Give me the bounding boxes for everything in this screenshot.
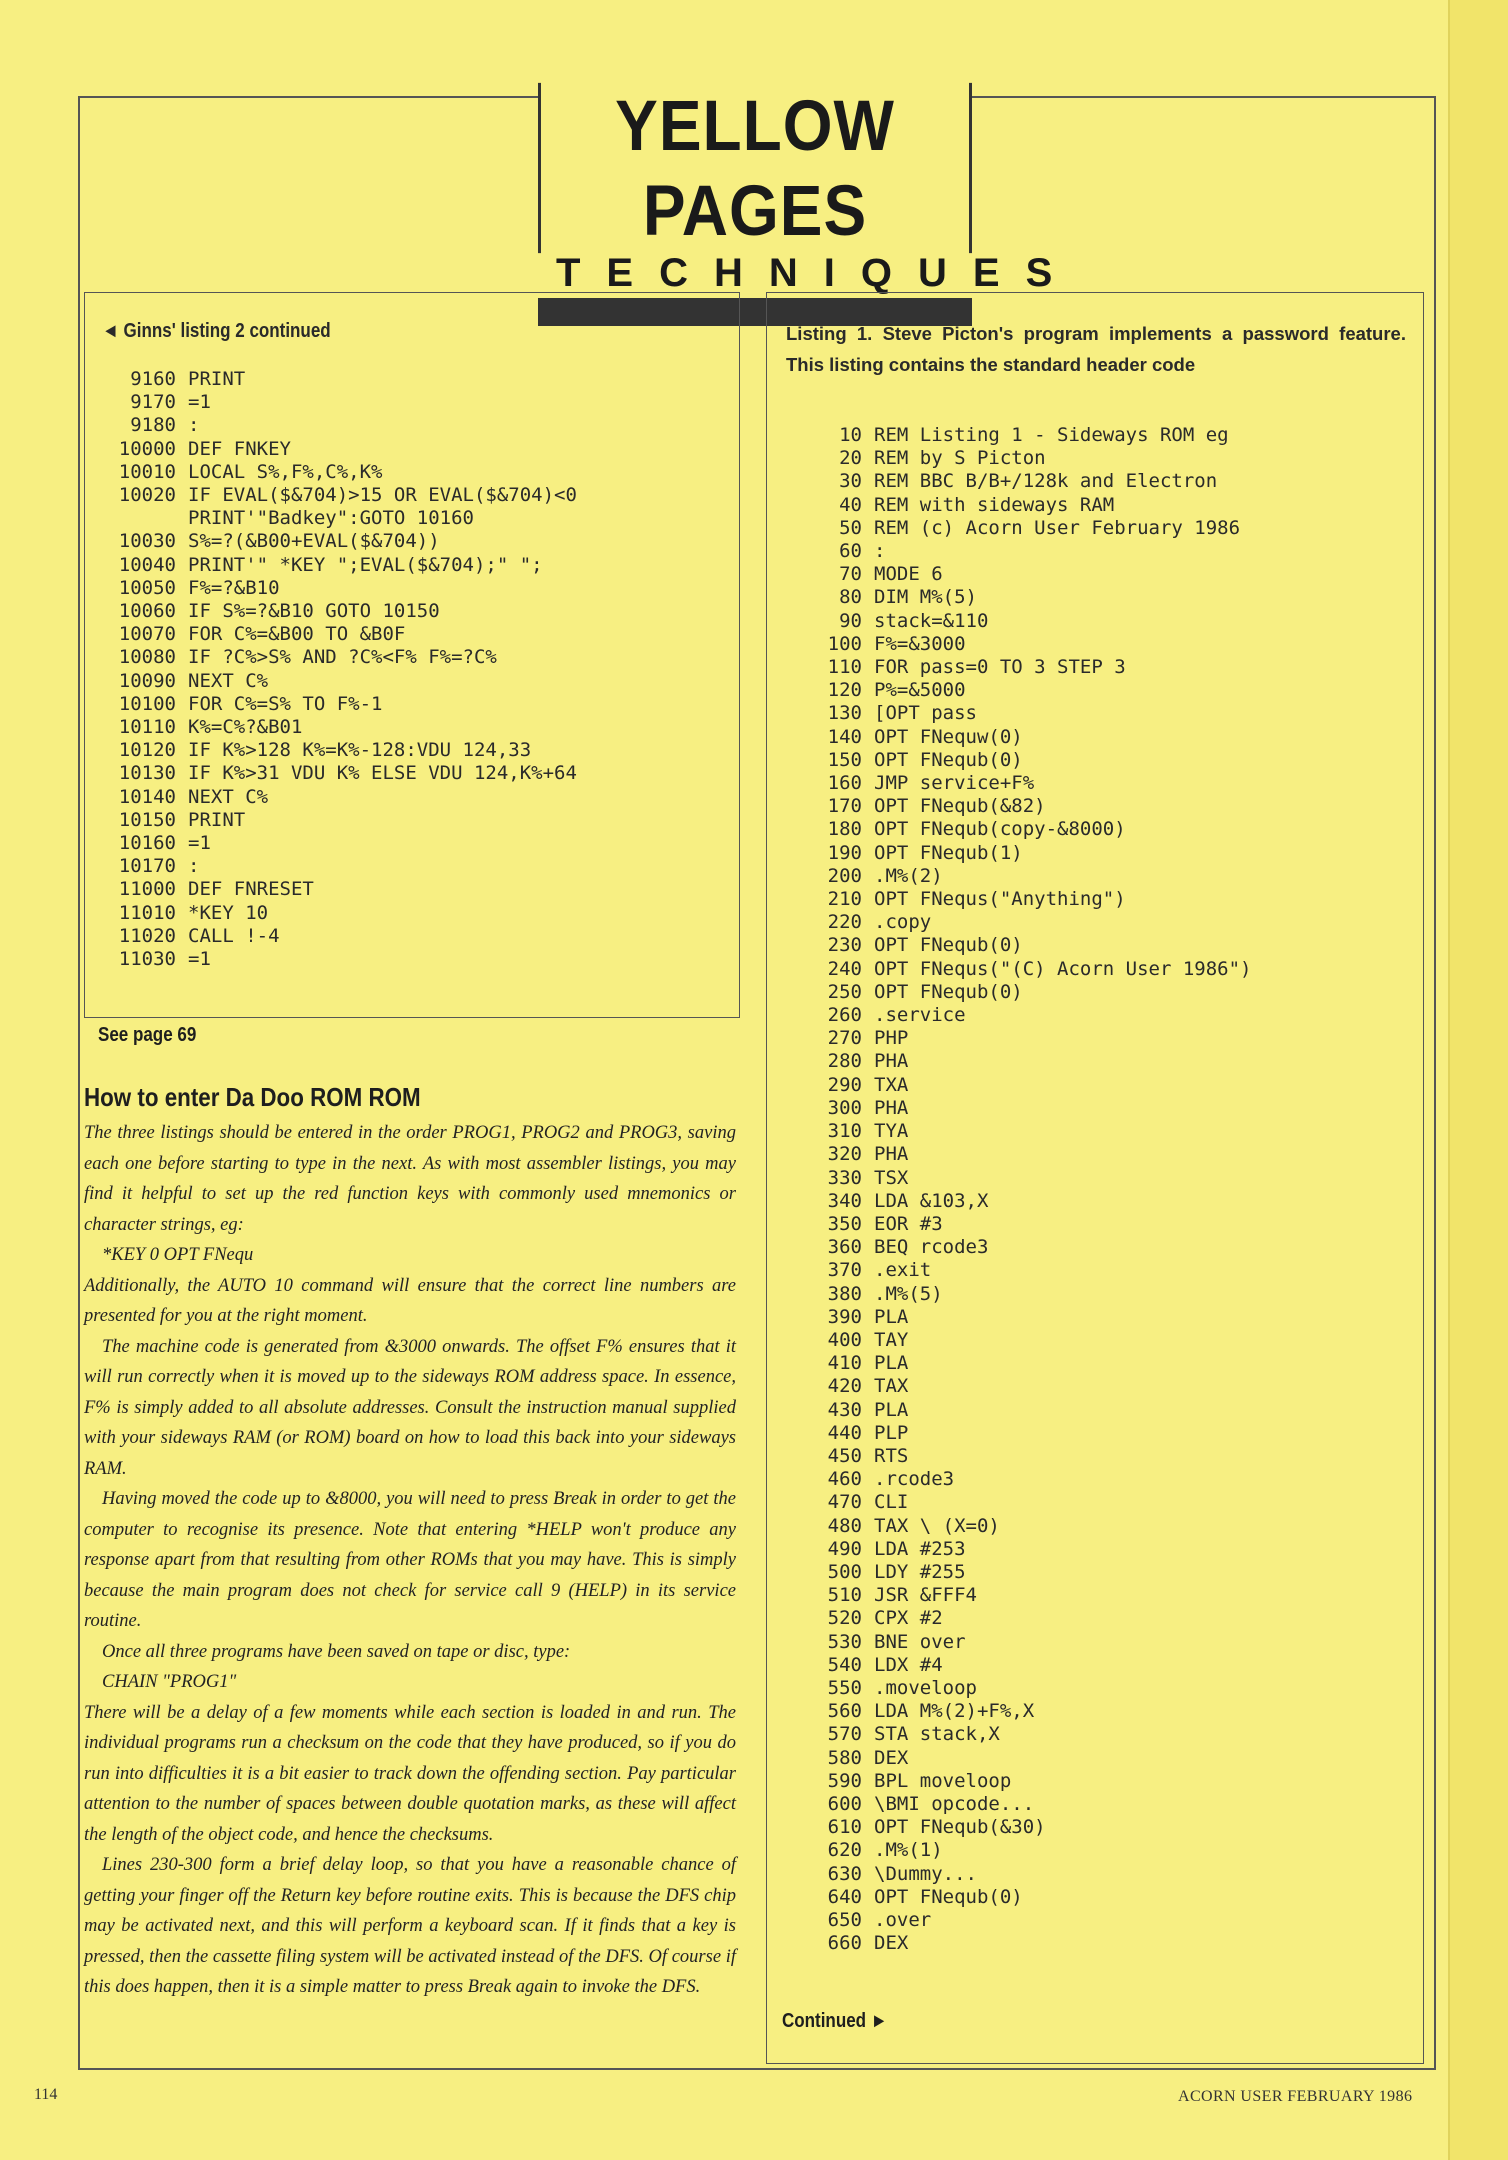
code-line <box>98 554 577 577</box>
line-number: 140 <box>827 725 862 748</box>
code-line <box>780 1004 1252 1027</box>
code-line <box>780 1097 1252 1120</box>
code-line <box>780 795 1252 818</box>
line-number: 500 <box>827 1560 862 1583</box>
code-line <box>780 1700 1252 1723</box>
line-code: PLA <box>874 1305 909 1328</box>
code-line <box>98 414 577 437</box>
line-number: 260 <box>827 1004 862 1027</box>
code-line <box>780 679 1252 702</box>
code-line <box>780 772 1252 795</box>
line-code: PRINT'" *KEY ";EVAL($&704);" "; <box>188 553 543 576</box>
line-code: .M%(5) <box>874 1282 943 1305</box>
line-number: 10110 <box>118 716 176 739</box>
code-line <box>780 1793 1252 1816</box>
line-number: 400 <box>827 1328 862 1351</box>
code-line <box>98 693 577 716</box>
code-line <box>98 368 577 391</box>
left-listing-code <box>98 368 577 971</box>
line-code: =1 <box>188 832 211 855</box>
line-code: RTS <box>874 1444 909 1467</box>
line-number: 570 <box>827 1723 862 1746</box>
right-listing-caption: Listing 1. Steve Picton's program implements a password feature. This listing contains the standard header code <box>786 323 1406 375</box>
line-code: .copy <box>874 911 932 934</box>
line-code: DEX <box>874 1746 909 1769</box>
code-line <box>780 1329 1252 1352</box>
line-number: 10030 <box>118 530 176 553</box>
code-line <box>780 865 1252 888</box>
line-number: 180 <box>827 818 862 841</box>
line-code: PRINT <box>188 808 246 831</box>
line-code: DIM M%(5) <box>874 586 977 609</box>
line-code: OPT FNequb(0) <box>874 980 1023 1003</box>
line-number: 530 <box>827 1630 862 1653</box>
code-line <box>780 1839 1252 1862</box>
article-paragraph: Lines 230-300 form a brief delay loop, so that you have a reasonable chance of getting your finger off the Return key before routine exits. This is because the DFS chip may be activated next, and this will perform a keyboard scan. If it finds that a key is pressed, then the cassette filing system will be activated instead of the DFS. Of course if this does happen, then it is a simple matter to press Break again to invoke the DFS. <box>84 1855 736 1997</box>
line-number: 9160 <box>130 368 176 390</box>
code-line <box>98 646 577 669</box>
code-line <box>780 1468 1252 1491</box>
line-code: REM Listing 1 - Sideways ROM eg <box>874 424 1229 446</box>
code-line <box>780 470 1252 493</box>
line-code: S%=?(&B00+EVAL($&704)) <box>188 530 440 553</box>
line-number: 110 <box>827 656 862 679</box>
line-number: 60 <box>839 540 862 563</box>
line-code: TYA <box>874 1120 909 1143</box>
article-paragraph: Additionally, the AUTO 10 command will ensure that the correct line numbers are presented for you at the right moment. <box>84 1275 736 1326</box>
line-number: 340 <box>827 1189 862 1212</box>
code-line <box>780 1306 1252 1329</box>
code-line <box>780 1027 1252 1050</box>
code-line <box>780 1770 1252 1793</box>
line-number: 330 <box>827 1166 862 1189</box>
line-code: IF K%>31 VDU K% ELSE VDU 124,K%+64 <box>188 762 577 785</box>
code-line <box>98 530 577 553</box>
line-number: 50 <box>839 516 862 539</box>
code-line <box>98 832 577 855</box>
line-code: CLI <box>874 1491 909 1514</box>
magazine-footer: ACORN USER FEBRUARY 1986 <box>1178 2088 1413 2105</box>
line-number: 450 <box>827 1444 862 1467</box>
line-code: PHA <box>874 1096 909 1119</box>
code-line <box>780 633 1252 656</box>
code-line <box>780 911 1252 934</box>
see-page-note: See page 69 <box>98 1024 197 1046</box>
line-number: 210 <box>827 888 862 911</box>
code-line <box>780 424 1252 447</box>
code-line <box>780 934 1252 957</box>
line-code: DEF FNRESET <box>188 878 314 901</box>
page-number: 114 <box>34 2086 58 2103</box>
line-code: JSR &FFF4 <box>874 1584 977 1607</box>
code-line <box>98 739 577 762</box>
line-code: : <box>188 414 200 437</box>
line-code: PHA <box>874 1050 909 1073</box>
code-line <box>780 1816 1252 1839</box>
code-line <box>98 391 577 414</box>
line-number: 520 <box>827 1607 862 1630</box>
code-line <box>98 461 577 484</box>
article-paragraph: CHAIN "PROG1" <box>102 1672 237 1692</box>
line-code: IF EVAL($&704)>15 OR EVAL($&704)<0 <box>188 484 577 507</box>
code-line <box>780 749 1252 772</box>
line-number: 350 <box>827 1212 862 1235</box>
code-line <box>780 1747 1252 1770</box>
code-line <box>780 1491 1252 1514</box>
line-code: .service <box>874 1004 966 1027</box>
line-code: : <box>874 540 886 563</box>
line-number: 10050 <box>118 576 176 599</box>
line-code: PHA <box>874 1143 909 1166</box>
code-line <box>780 1932 1252 1955</box>
article-paragraph: There will be a delay of a few moments while each section is loaded in and run. The individual programs run a checksum on the code that they have produced, so if you do run into difficulties it is a bit easier to track down the offending section. Pay particular attention to the number of spaces between double quotation marks, as these will affect the length of the object code, and hence the checksums. <box>84 1702 736 1845</box>
code-line <box>780 1723 1252 1746</box>
line-number: 120 <box>827 679 862 702</box>
line-code: .rcode3 <box>874 1468 955 1491</box>
code-line <box>780 1352 1252 1375</box>
line-number: 360 <box>827 1236 862 1259</box>
line-number: 240 <box>827 957 862 980</box>
code-line <box>780 1259 1252 1282</box>
line-number: 11000 <box>118 878 176 901</box>
code-line <box>780 1050 1252 1073</box>
line-number: 600 <box>827 1792 862 1815</box>
code-line <box>780 656 1252 679</box>
line-number: 170 <box>827 795 862 818</box>
line-code: PLA <box>874 1352 909 1375</box>
code-line <box>98 762 577 785</box>
line-code: =1 <box>188 391 211 414</box>
code-line <box>780 1213 1252 1236</box>
line-code: OPT FNequw(0) <box>874 725 1023 748</box>
line-number: 540 <box>827 1653 862 1676</box>
line-code: .exit <box>874 1259 932 1282</box>
line-code: LDA &103,X <box>874 1189 989 1212</box>
line-code: PRINT <box>188 368 246 390</box>
line-code: BPL moveloop <box>874 1769 1012 1792</box>
line-number: 580 <box>827 1746 862 1769</box>
line-number: 630 <box>827 1862 862 1885</box>
line-code: OPT FNequb(0) <box>874 1885 1023 1908</box>
line-code: TXA <box>874 1073 909 1096</box>
line-number: 10150 <box>118 808 176 831</box>
line-code: LDX #4 <box>874 1653 943 1676</box>
line-number: 10000 <box>118 437 176 460</box>
code-line <box>780 1445 1252 1468</box>
line-code: REM with sideways RAM <box>874 493 1115 516</box>
line-number: 280 <box>827 1050 862 1073</box>
line-code: REM BBC B/B+/128k and Electron <box>874 470 1218 493</box>
line-code: REM by S Picton <box>874 447 1046 470</box>
code-line <box>780 517 1252 540</box>
line-number: 250 <box>827 980 862 1003</box>
line-code: MODE 6 <box>874 563 943 586</box>
line-code: LDY #255 <box>874 1560 966 1583</box>
line-code: JMP service+F% <box>874 772 1035 795</box>
line-code: TAY <box>874 1328 909 1351</box>
line-code: TSX <box>874 1166 909 1189</box>
line-code: PRINT'"Badkey":GOTO 10160 <box>188 507 474 530</box>
line-code: PHP <box>874 1027 909 1050</box>
line-code: OPT FNequs("(C) Acorn User 1986") <box>874 957 1252 980</box>
line-code: =1 <box>188 948 211 971</box>
code-line <box>780 1654 1252 1677</box>
article-title: How to enter Da Doo ROM ROM <box>84 1082 421 1112</box>
line-number: 220 <box>827 911 862 934</box>
line-code: OPT FNequb(&30) <box>874 1816 1046 1839</box>
code-line <box>780 1561 1252 1584</box>
code-line <box>98 878 577 901</box>
line-number: 11030 <box>118 948 176 971</box>
right-listing-code <box>780 424 1252 1955</box>
line-number: 310 <box>827 1120 862 1143</box>
line-code: OPT FNequs("Anything") <box>874 888 1126 911</box>
code-line <box>98 484 577 507</box>
line-number: 10 <box>839 424 862 446</box>
line-number: 10060 <box>118 600 176 623</box>
line-number: 10010 <box>118 460 176 483</box>
line-code: PLP <box>874 1421 909 1444</box>
code-line <box>780 1422 1252 1445</box>
line-number: 11010 <box>118 901 176 924</box>
code-line <box>98 809 577 832</box>
line-number: 40 <box>839 493 862 516</box>
line-number: 650 <box>827 1909 862 1931</box>
code-line <box>780 842 1252 865</box>
line-code: FOR C%=&B00 TO &B0F <box>188 623 406 646</box>
line-number: 290 <box>827 1073 862 1096</box>
section-header <box>538 85 1079 326</box>
line-code: .M%(2) <box>874 864 943 887</box>
code-line <box>98 855 577 878</box>
code-line <box>98 670 577 693</box>
line-number: 10090 <box>118 669 176 692</box>
article-paragraph: The machine code is generated from &3000 onwards. The offset F% ensures that it will run correctly when it is moved up to the sideways ROM address space. In essence, F% is simply added to all absolute addresses. Consult the instruction manual supplied with your sideways RAM (or ROM) board on how to load this back into your sideways RAM. <box>84 1336 736 1479</box>
line-number: 550 <box>827 1676 862 1699</box>
line-code: CPX #2 <box>874 1607 943 1630</box>
code-line <box>780 1167 1252 1190</box>
line-number: 20 <box>839 447 862 470</box>
line-code: IF ?C%>S% AND ?C%<F% F%=?C% <box>188 646 497 669</box>
line-code: STA stack,X <box>874 1723 1000 1746</box>
line-code: TAX <box>874 1375 909 1398</box>
line-number: 230 <box>827 934 862 957</box>
line-number: 420 <box>827 1375 862 1398</box>
code-line <box>780 586 1252 609</box>
line-code: NEXT C% <box>188 669 269 692</box>
code-line <box>780 1143 1252 1166</box>
line-number: 10120 <box>118 739 176 762</box>
line-code: IF K%>128 K%=K%-128:VDU 124,33 <box>188 739 532 762</box>
line-code: *KEY 10 <box>188 901 269 924</box>
line-code: K%=C%?&B01 <box>188 716 303 739</box>
code-line <box>780 1375 1252 1398</box>
line-number: 90 <box>839 609 862 632</box>
article-paragraph: Once all three programs have been saved on tape or disc, type: <box>102 1641 571 1662</box>
continued-note: Continued ► <box>782 2010 888 2032</box>
page-edge <box>1448 0 1508 2160</box>
code-line <box>780 888 1252 911</box>
article-paragraph: *KEY 0 OPT FNequ <box>102 1245 254 1265</box>
line-number: 590 <box>827 1769 862 1792</box>
line-number: 430 <box>827 1398 862 1421</box>
code-line <box>780 1538 1252 1561</box>
line-code: OPT FNequb(copy-&8000) <box>874 818 1126 841</box>
line-number: 10140 <box>118 785 176 808</box>
line-code: [OPT pass <box>874 702 977 725</box>
line-number: 560 <box>827 1700 862 1723</box>
line-number: 10130 <box>118 762 176 785</box>
line-number: 200 <box>827 864 862 887</box>
line-number: 460 <box>827 1468 862 1491</box>
line-number: 410 <box>827 1352 862 1375</box>
article-body <box>84 1118 736 2003</box>
line-code: NEXT C% <box>188 785 269 808</box>
code-line <box>98 623 577 646</box>
line-number: 610 <box>827 1816 862 1839</box>
line-code: \Dummy... <box>874 1862 977 1885</box>
header-subtitle: TECHNIQUES <box>556 251 1079 295</box>
code-line <box>98 786 577 809</box>
code-line <box>98 507 577 530</box>
code-line <box>98 948 577 971</box>
article-paragraph: The three listings should be entered in the order PROG1, PROG2 and PROG3, saving each one before starting to type in the next. As with most assembler listings, you may find it helpful to set up the red function keys with commonly used mnemonics or character strings, eg: <box>84 1123 736 1235</box>
line-code: F%=?&B10 <box>188 576 280 599</box>
line-number: 9170 <box>130 391 176 414</box>
line-code: DEX <box>874 1932 909 1955</box>
line-code: : <box>188 855 200 878</box>
code-line <box>98 902 577 925</box>
code-line <box>780 1515 1252 1538</box>
line-number: 10080 <box>118 646 176 669</box>
line-number: 80 <box>839 586 862 609</box>
line-number: 190 <box>827 841 862 864</box>
line-number: 440 <box>827 1421 862 1444</box>
line-code: F%=&3000 <box>874 632 966 655</box>
code-line <box>780 1236 1252 1259</box>
line-code: OPT FNequb(&82) <box>874 795 1046 818</box>
line-number: 100 <box>827 632 862 655</box>
code-line <box>780 958 1252 981</box>
line-code: P%=&5000 <box>874 679 966 702</box>
line-number: 130 <box>827 702 862 725</box>
line-number: 270 <box>827 1027 862 1050</box>
code-line <box>98 925 577 948</box>
line-code: .M%(1) <box>874 1839 943 1862</box>
line-number: 320 <box>827 1143 862 1166</box>
line-number: 10070 <box>118 623 176 646</box>
code-line <box>780 540 1252 563</box>
code-line <box>780 1631 1252 1654</box>
code-line <box>780 1909 1252 1932</box>
code-line <box>780 610 1252 633</box>
code-line <box>98 716 577 739</box>
line-number: 9180 <box>130 414 176 437</box>
code-line <box>780 1074 1252 1097</box>
line-number: 300 <box>827 1096 862 1119</box>
line-code: REM (c) Acorn User February 1986 <box>874 516 1241 539</box>
code-line <box>780 1677 1252 1700</box>
line-number: 160 <box>827 772 862 795</box>
code-line <box>780 1863 1252 1886</box>
line-code: DEF FNKEY <box>188 437 291 460</box>
line-code: .over <box>874 1909 932 1931</box>
article-paragraph: Having moved the code up to &8000, you will need to press Break in order to get the computer to recognise its presence. Note that entering *HELP won't produce any response apart from that resulting from other ROMs that you may have. This is simply because the main program does not check for service call 9 (HELP) in its service routine. <box>84 1489 736 1631</box>
line-number: 380 <box>827 1282 862 1305</box>
line-number: 10040 <box>118 553 176 576</box>
line-number: 10170 <box>118 855 176 878</box>
line-code: BEQ rcode3 <box>874 1236 989 1259</box>
line-number: 390 <box>827 1305 862 1328</box>
code-line <box>780 702 1252 725</box>
line-code: FOR pass=0 TO 3 STEP 3 <box>874 656 1126 679</box>
code-line <box>98 577 577 600</box>
code-line <box>780 563 1252 586</box>
line-number: 640 <box>827 1885 862 1908</box>
line-number: 620 <box>827 1839 862 1862</box>
code-line <box>780 818 1252 841</box>
header-title: YELLOW PAGES <box>538 83 972 253</box>
line-code: OPT FNequb(1) <box>874 841 1023 864</box>
left-listing-caption: ◄ Ginns' listing 2 continued <box>102 320 331 342</box>
line-code: stack=&110 <box>874 609 989 632</box>
code-line <box>780 1190 1252 1213</box>
line-code: LDA M%(2)+F%,X <box>874 1700 1035 1723</box>
line-number: 70 <box>839 563 862 586</box>
line-code: \BMI opcode... <box>874 1792 1035 1815</box>
code-line <box>780 1886 1252 1909</box>
line-code: PLA <box>874 1398 909 1421</box>
code-line <box>780 1607 1252 1630</box>
line-code: LDA #253 <box>874 1537 966 1560</box>
line-code: BNE over <box>874 1630 966 1653</box>
line-code: FOR C%=S% TO F%-1 <box>188 692 383 715</box>
line-number: 660 <box>827 1932 862 1955</box>
line-number: 10160 <box>118 832 176 855</box>
line-code: TAX \ (X=0) <box>874 1514 1000 1537</box>
line-code: IF S%=?&B10 GOTO 10150 <box>188 600 440 623</box>
line-number: 490 <box>827 1537 862 1560</box>
code-line <box>780 1399 1252 1422</box>
line-code: CALL !-4 <box>188 924 280 947</box>
line-code: LOCAL S%,F%,C%,K% <box>188 460 383 483</box>
code-line <box>780 447 1252 470</box>
code-line <box>780 981 1252 1004</box>
line-code: OPT FNequb(0) <box>874 934 1023 957</box>
code-line <box>780 1120 1252 1143</box>
line-number: 480 <box>827 1514 862 1537</box>
line-number: 510 <box>827 1584 862 1607</box>
code-line <box>98 600 577 623</box>
line-code: EOR #3 <box>874 1212 943 1235</box>
code-line <box>780 494 1252 517</box>
line-number: 10020 <box>118 484 176 507</box>
line-number: 10100 <box>118 692 176 715</box>
line-number: 470 <box>827 1491 862 1514</box>
code-line <box>780 1584 1252 1607</box>
code-line <box>780 1283 1252 1306</box>
line-number: 150 <box>827 748 862 771</box>
line-code: .moveloop <box>874 1676 977 1699</box>
line-number: 30 <box>839 470 862 493</box>
code-line <box>98 438 577 461</box>
code-line <box>780 726 1252 749</box>
line-number: 370 <box>827 1259 862 1282</box>
line-code: OPT FNequb(0) <box>874 748 1023 771</box>
line-number: 11020 <box>118 924 176 947</box>
